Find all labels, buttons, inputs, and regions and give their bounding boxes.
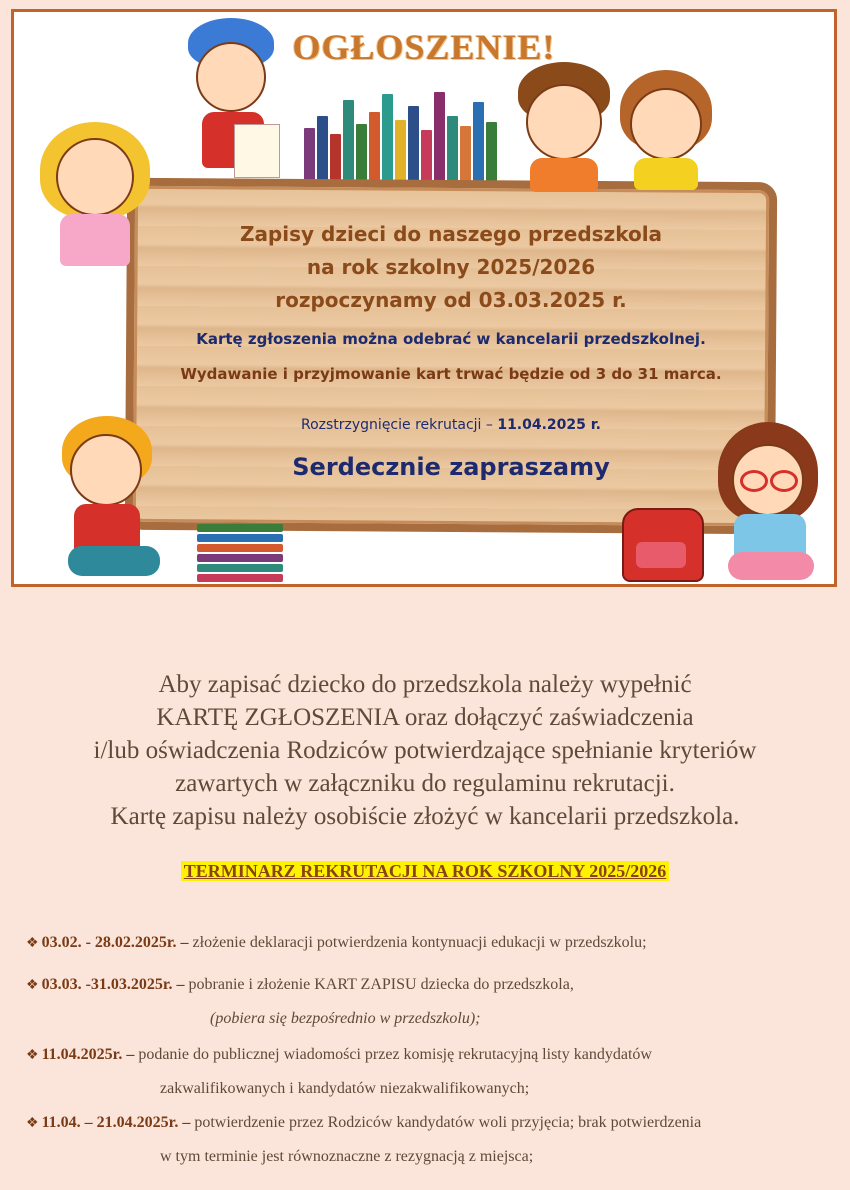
intro-line: Aby zapisać dziecko do przedszkola należy wypełnić	[158, 671, 692, 698]
headline-line-2: na rok szkolny 2025/2026	[306, 255, 596, 279]
schedule-date: 11.04. – 21.04.2025r. –	[41, 1114, 191, 1131]
card-dates-note: Wydawanie i przyjmowanie kart trwać będzie od 3 do 31 marca.	[180, 365, 722, 383]
boy-writing-illustration	[182, 18, 282, 228]
backpack-illustration	[616, 502, 706, 582]
poster-headline	[126, 218, 776, 317]
schedule-subtext: w tym terminie jest równoznaczne z rezygnacją z miejsca;	[160, 1148, 534, 1165]
poster-title: OGŁOSZENIE!	[292, 27, 556, 67]
intro-line: zawartych w załączniku do regulaminu rekrutacji.	[175, 770, 675, 797]
schedule-item	[26, 1114, 701, 1132]
card-pickup-note: Kartę zgłoszenia można odebrać w kancelarii przedszkolnej.	[196, 330, 706, 348]
books-shelf-illustration	[304, 92, 524, 186]
intro-paragraph	[0, 668, 850, 833]
results-date: 11.04.2025 r.	[497, 417, 601, 433]
schedule-text: potwierdzenie przez Rodziców kandydatów woli przyjęcia; brak potwierdzenia	[190, 1114, 702, 1131]
diamond-bullet-icon: ❖	[26, 978, 39, 993]
intro-line: Kartę zapisu należy osobiście złożyć w kancelarii przedszkola.	[110, 803, 740, 830]
headline-line-1: Zapisy dzieci do naszego przedszkola	[239, 222, 663, 246]
diamond-bullet-icon: ❖	[26, 936, 39, 951]
invitation-text: Serdecznie zapraszamy	[292, 453, 610, 481]
schedule-item	[26, 976, 574, 994]
announcement-poster	[11, 9, 837, 587]
schedule-item	[26, 1046, 652, 1064]
girl-smiling-illustration	[618, 70, 714, 190]
schedule-subtext: zakwalifikowanych i kandydatów niezakwalifikowanych;	[160, 1080, 530, 1097]
diamond-bullet-icon: ❖	[26, 1116, 39, 1131]
boy-with-phone-illustration	[54, 416, 164, 582]
schedule-text: pobranie i złożenie KART ZAPISU dziecka do przedszkola,	[184, 976, 574, 993]
schedule-heading	[0, 861, 850, 882]
girl-with-glasses-illustration	[714, 422, 824, 582]
schedule-text: złożenie deklaracji potwierdzenia kontynuacji edukacji w przedszkolu;	[188, 934, 647, 951]
results-note	[126, 417, 776, 433]
headline-line-3: rozpoczynamy od 03.03.2025 r.	[275, 288, 627, 312]
intro-line: i/lub oświadczenia Rodziców potwierdzające spełnianie kryteriów	[93, 737, 757, 764]
boy-thinking-illustration	[514, 62, 614, 192]
schedule-date: 03.03. -31.03.2025r. –	[41, 976, 185, 993]
schedule-heading-text: TERMINARZ REKRUTACJI NA ROK SZKOLNY 2025/2026	[181, 861, 670, 881]
results-label: Rozstrzygnięcie rekrutacji –	[300, 417, 498, 433]
intro-line: KARTĘ ZGŁOSZENIA oraz dołączyć zaświadczenia	[156, 704, 694, 731]
schedule-date: 11.04.2025r. –	[41, 1046, 135, 1063]
schedule-item	[26, 934, 647, 952]
schedule-text: podanie do publicznej wiadomości przez komisję rekrutacyjną listy kandydatów	[134, 1046, 652, 1063]
schedule-subtext: (pobiera się bezpośrednio w przedszkolu);	[210, 1010, 481, 1027]
schedule-date: 03.02. - 28.02.2025r. –	[41, 934, 189, 951]
diamond-bullet-icon: ❖	[26, 1048, 39, 1063]
book-stack-illustration	[197, 524, 283, 584]
